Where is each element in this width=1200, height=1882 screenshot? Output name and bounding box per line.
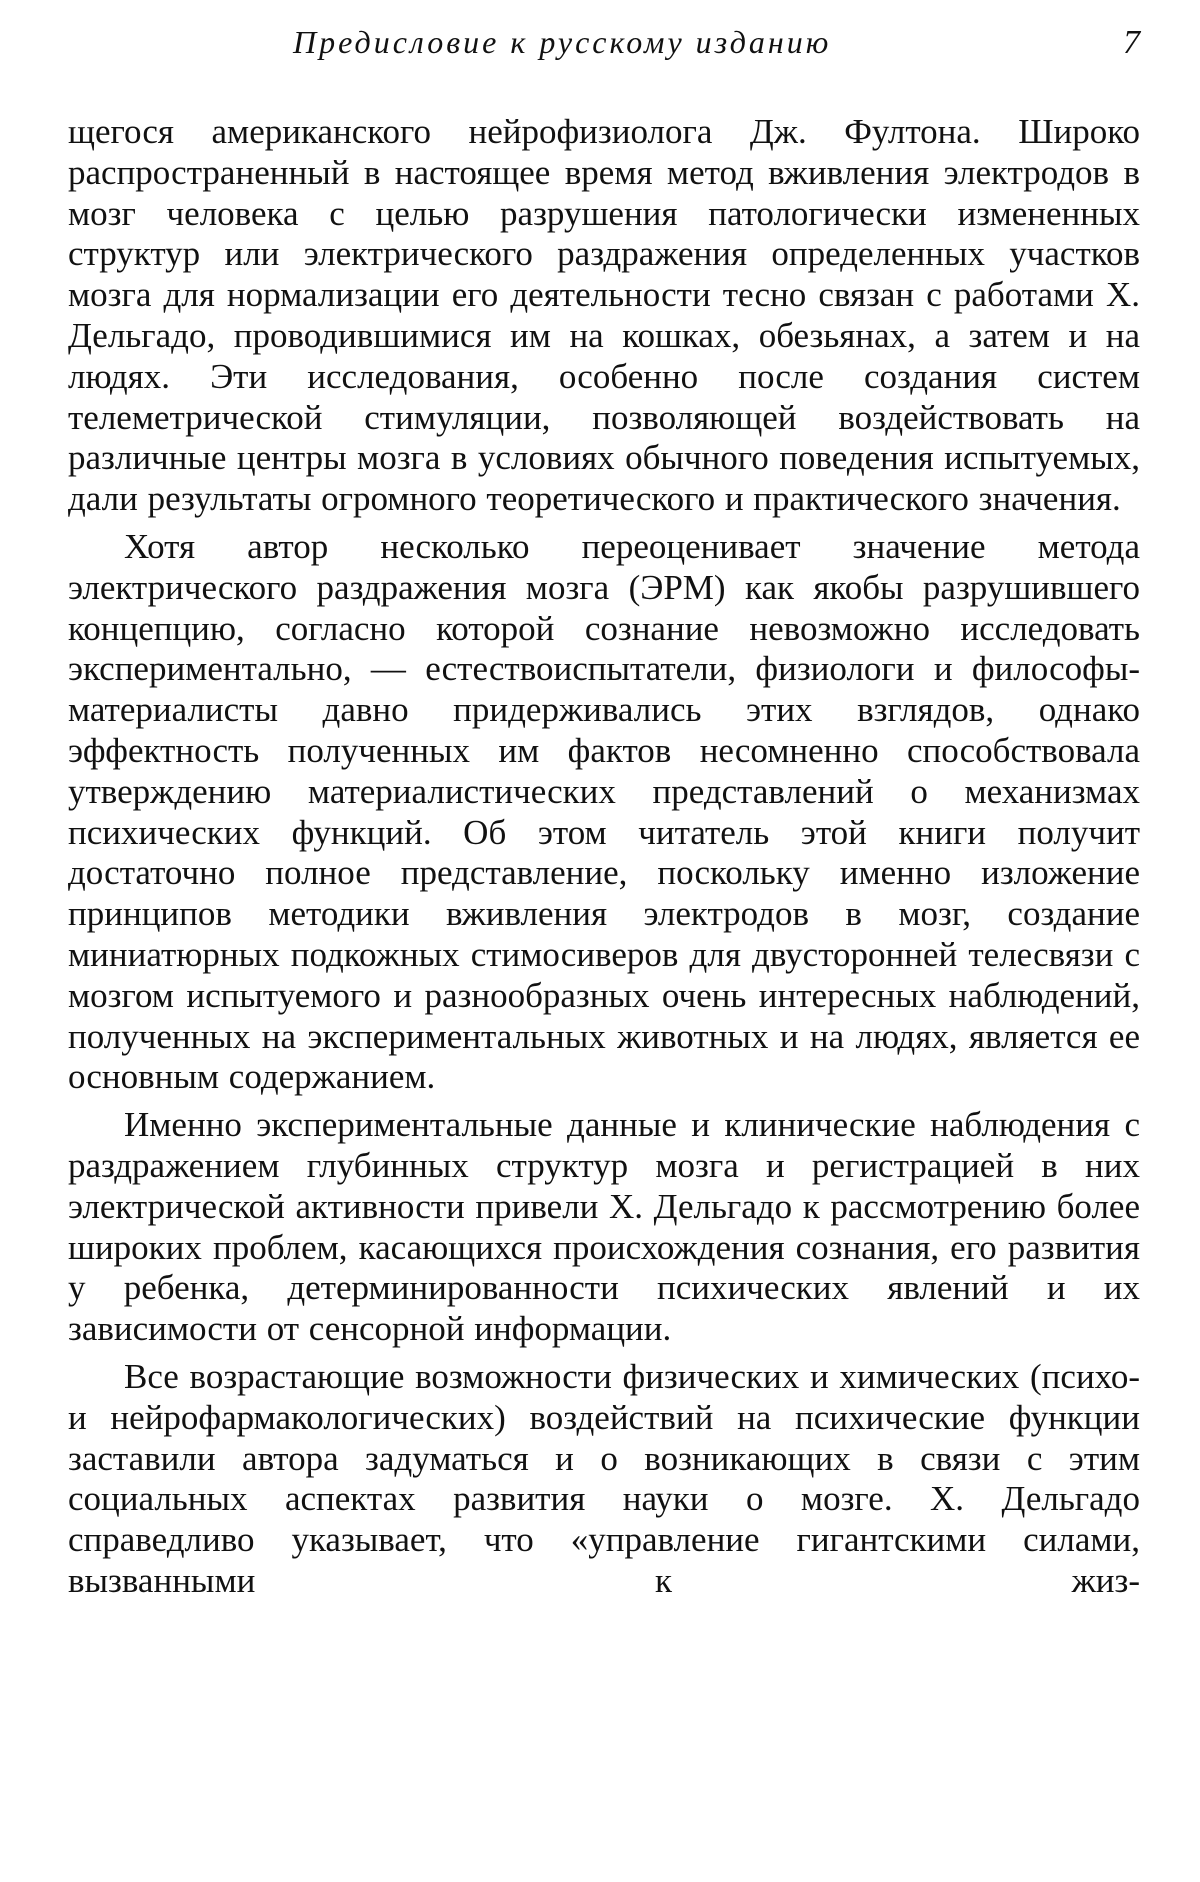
body-text [68,112,1140,1609]
paragraph-4: Все возрастающие возможности физических и химических (психо- и нейрофармакологических) воздействий на психические функции заставили автора задуматься и о возникающих в связи с этим социальных аспектах развития науки о мозге. Х. Дельгадо справедливо указывает, что «управление гигантскими силами, вызванными к жиз- [68,1356,1140,1600]
paragraph-1: щегося американского нейрофизиолога Дж. Фултона. Широко распространенный в настоящее время метод вживления электродов в мозг человека с целью разрушения патологически измененных структур или электрического раздражения определенных участков мозга для нормализации его деятельности тесно связан с работами Х. Дельгадо, проводившимися им на кошках, обезьянах, а затем и на людях. Эти исследования, особенно после создания систем телеметрической стимуляции, позволяющей воздействовать на различные центры мозга в условиях обычного поведения испытуемых, дали результаты огромного теоретического и практического значения. [68,112,1140,519]
running-header [130,24,1140,68]
paragraph-2: Хотя автор несколько переоценивает значение метода электрического раздражения мозга (ЭРМ) как якобы разрушившего концепцию, согласно которой сознание невозможно исследовать экспериментально, — естествоиспытатели, физиологи и философы-материалисты давно придерживались этих взглядов, однако эффектность полученных им фактов несомненно способствовала утверждению материалистических представлений о механизмах психических функций. Об этом читатель этой книги получит достаточно полное представление, поскольку именно изложение принципов методики вживления электродов в мозг, создание миниатюрных подкожных стимосиверов для двусторонней телесвязи с мозгом испытуемого и разнообразных очень интересных наблюдений, полученных на экспериментальных животных и на людях, является ее основным содержанием. [68,526,1140,1097]
running-title: Предисловие к русскому изданию [293,24,832,60]
page-number: 7 [1123,24,1140,61]
paragraph-3: Именно экспериментальные данные и клинические наблюдения с раздражением глубинных структур мозга и регистрацией в них электрической активности привели Х. Дельгадо к рассмотрению более широких проблем, касающихся происхождения сознания, его развития у ребенка, детерминированности психических явлений и их зависимости от сенсорной информации. [68,1105,1140,1349]
